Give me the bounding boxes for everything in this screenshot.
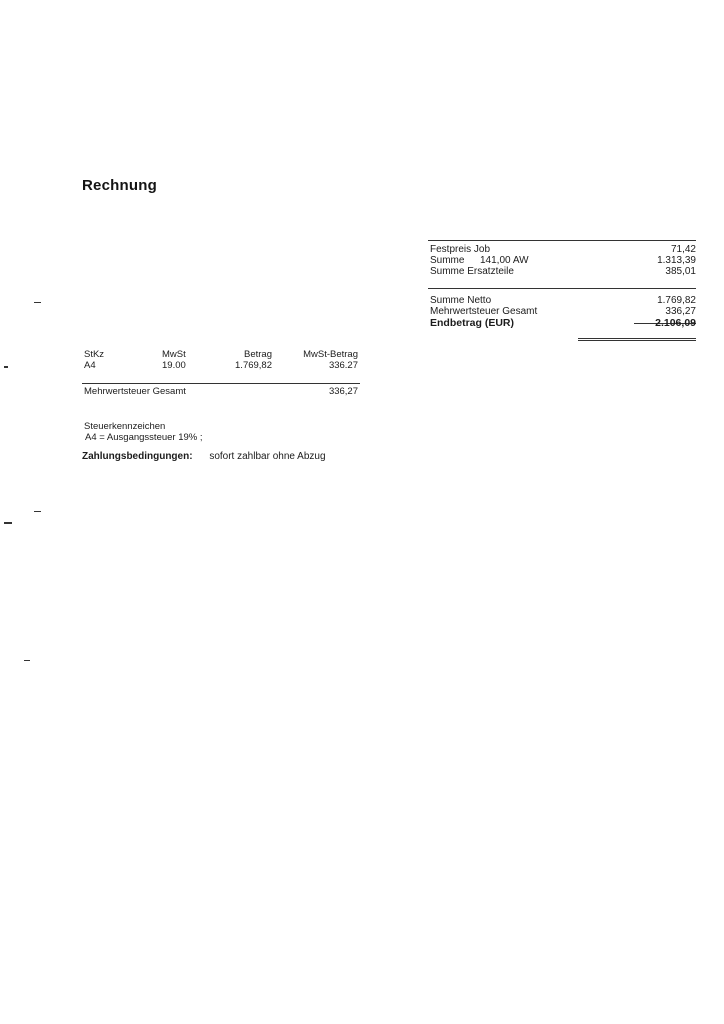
cell-stkz: A4 bbox=[84, 360, 96, 371]
tax-total-row bbox=[82, 386, 360, 397]
cell-mwst: 19.00 bbox=[162, 360, 186, 371]
payment-value: sofort zahlbar ohne Abzug bbox=[209, 451, 326, 462]
summary-row-endbetrag bbox=[428, 317, 696, 329]
payment-terms bbox=[82, 451, 326, 462]
summary-row-summe bbox=[428, 255, 696, 266]
header-stkz: StKz bbox=[84, 349, 105, 360]
summary-row-netto bbox=[428, 295, 696, 306]
payment-label: Zahlungsbedingungen: bbox=[82, 451, 193, 462]
header-mwst-betrag: MwSt-Betrag bbox=[303, 349, 358, 360]
punch-mark bbox=[4, 366, 8, 368]
fold-mark bbox=[24, 660, 30, 661]
summary-aw: 141,00 AW bbox=[480, 255, 529, 266]
cell-mwst-betrag: 336.27 bbox=[328, 360, 358, 371]
cell-betrag: 1.769,82 bbox=[235, 360, 272, 371]
summary-top-rule bbox=[428, 240, 696, 241]
tax-table-header bbox=[82, 349, 360, 360]
notes-heading: Steuerkennzeichen bbox=[84, 421, 166, 432]
summary-value: 1.769,82 bbox=[657, 295, 696, 306]
header-betrag: Betrag bbox=[244, 349, 272, 360]
table-row bbox=[82, 360, 360, 371]
summary-value: 71,42 bbox=[670, 244, 696, 255]
tax-table bbox=[82, 349, 360, 371]
header-mwst: MwSt bbox=[162, 349, 186, 360]
tax-total-label: Mehrwertsteuer Gesamt bbox=[84, 386, 186, 397]
summary-block bbox=[428, 238, 696, 329]
summary-label: Summe Ersatzteile bbox=[430, 266, 514, 277]
fold-mark bbox=[34, 511, 41, 512]
summary-label: Festpreis Job bbox=[430, 244, 491, 255]
summary-value: 1.313,39 bbox=[657, 255, 696, 266]
summary-value: 336,27 bbox=[665, 306, 696, 317]
summary-label: Mehrwertsteuer Gesamt bbox=[430, 306, 538, 317]
summary-label: Endbetrag (EUR) bbox=[430, 317, 514, 329]
summary-double-rule bbox=[578, 338, 696, 341]
summary-row-ersatzteile bbox=[428, 266, 696, 277]
punch-mark bbox=[4, 522, 12, 524]
summary-mid-rule bbox=[428, 288, 696, 289]
tax-table-rule bbox=[82, 383, 360, 384]
tax-total-value: 336,27 bbox=[328, 386, 358, 397]
notes-line: A4 = Ausgangssteuer 19% ; bbox=[85, 432, 203, 443]
summary-row-mwst bbox=[428, 306, 696, 317]
summary-value: 2.106,09 bbox=[655, 317, 696, 329]
page-title: Rechnung bbox=[82, 177, 157, 194]
tax-notes bbox=[84, 421, 203, 443]
fold-mark bbox=[34, 302, 41, 303]
summary-row-festpreis bbox=[428, 244, 696, 255]
summary-label: Summe bbox=[430, 255, 465, 266]
summary-value: 385,01 bbox=[665, 266, 696, 277]
summary-label: Summe Netto bbox=[430, 295, 492, 306]
